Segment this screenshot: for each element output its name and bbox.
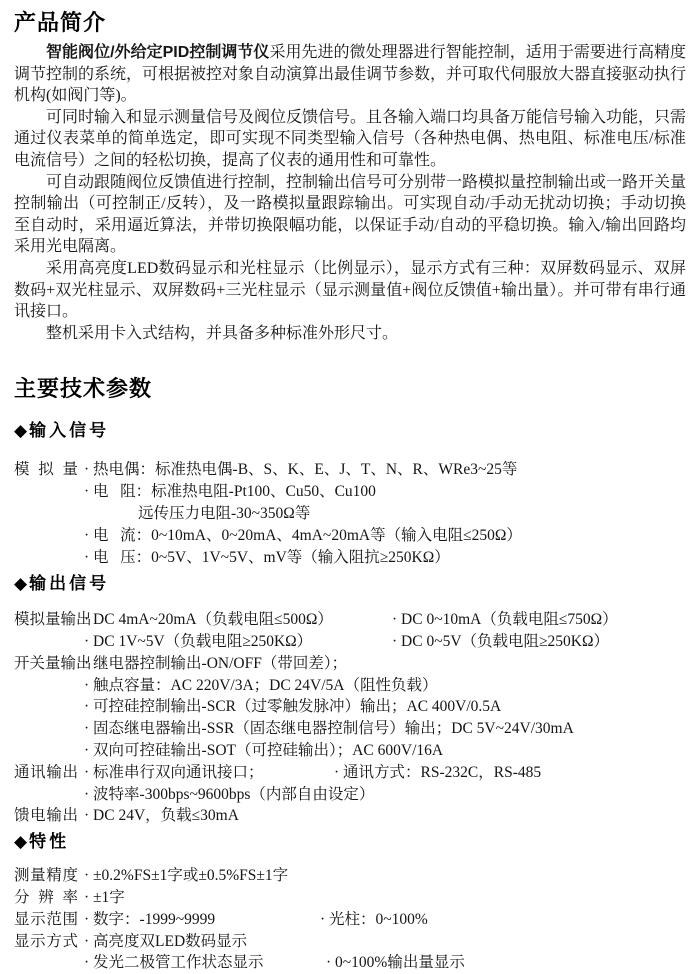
- spec-row: [14, 909, 686, 931]
- spec-row-label: 显示范围: [14, 910, 78, 928]
- spec-row-cell-2: · 0~100%输出量显示: [326, 954, 465, 972]
- spec-row-cell: · 发光二极管工作状态显示: [84, 954, 264, 972]
- paragraph-text: 采用先进的微处理器进行智能控制，适用于需要进行高精度调节控制的系统，可根据被控对象自动演算出最佳调节参数，并可取代伺服放大器直接驱动执行机构(如阀门等)。: [14, 44, 687, 105]
- spec-row: [14, 762, 686, 784]
- intro-paragraph: 可自动跟随阀位反馈值进行控制，控制输出信号可分别带一路模拟量控制输出或一路开关量控制输出（可控制正/反转），及一路模拟量跟踪输出。可实现自动/手动无扰动切换；手动切换至自动时，采用逼近算法，并带切换限幅功能，以保证手动/自动的平稳切换。输入/输出回路均采用光电隔离。: [14, 173, 687, 256]
- spec-row: [14, 696, 686, 718]
- spec-row-label: 模拟量输出: [14, 611, 92, 629]
- spec-row-cell: · 触点容量：AC 220V/3A；DC 24V/5A（阻性负载）: [84, 676, 438, 694]
- spec-row-label: 测量精度: [14, 867, 78, 885]
- spec-row-label: 通讯输出: [14, 763, 78, 781]
- section-heading-features: [14, 831, 686, 853]
- spec-row-cell: · 热电偶：标准热电偶-B、S、K、E、J、T、N、R、WRe3~25等: [84, 461, 518, 479]
- spec-row: [14, 784, 686, 806]
- spec-row-cell: · DC 24V，负载≤30mA: [84, 807, 239, 825]
- spec-row: [14, 503, 686, 525]
- intro-paragraph: 整机采用卡入式结构，并具备多种标准外形尺寸。: [46, 324, 399, 342]
- spec-row: [14, 675, 686, 697]
- input-signal-rows: [14, 459, 686, 568]
- section-title: 输出信号: [29, 574, 110, 594]
- spec-row: [14, 547, 686, 569]
- feature-rows: [14, 865, 686, 974]
- section-heading-output-signals: [14, 573, 686, 595]
- spec-row: [14, 459, 686, 481]
- spec-row: [14, 887, 686, 909]
- diamond-icon: ◆: [14, 574, 28, 594]
- section-title: 特性: [29, 832, 70, 852]
- spec-row-cell: · 数字：-1999~9999: [84, 910, 216, 928]
- spec-row-cell: · 可控硅控制输出-SCR（过零触发脉冲）输出；AC 400V/0.5A: [84, 698, 502, 716]
- spec-row: [14, 481, 686, 503]
- intro-paragraph: 可同时输入和显示测量信号及阀位反馈信号。且各输入端口均具备万能信号输入功能，只需通过仪表菜单的简单选定，即可实现不同类型输入信号（各种热电偶、热电阻、标准电压/标准电流信号）之间的轻松切换，提高了仪表的通用性和可靠性。: [14, 108, 687, 169]
- spec-row: [14, 653, 686, 675]
- section-heading-input-signals: [14, 420, 686, 442]
- spec-row-label: 馈电输出: [14, 807, 78, 825]
- intro-paragraph: [14, 42, 686, 107]
- spec-row: [14, 952, 686, 974]
- spec-row-cell: · ±1字: [84, 889, 125, 907]
- spec-row: [14, 805, 686, 827]
- spec-row-cell: · DC 4mA~20mA（负载电阻≤500Ω）: [84, 611, 333, 629]
- specs-title: 主要技术参数: [14, 376, 153, 402]
- spec-row-cell-2: · 通讯方式：RS-232C，RS-485: [334, 763, 542, 781]
- spec-row-cell: · 继电器控制输出-ON/OFF（带回差）；: [84, 654, 348, 672]
- spec-row: [14, 525, 686, 547]
- spec-row-cell: · DC 1V~5V（负载电阻≥250KΩ）: [84, 633, 313, 651]
- spec-row: [14, 740, 686, 762]
- spec-row: [14, 931, 686, 953]
- intro-paragraph: 采用高亮度LED数码显示和光柱显示（比例显示），显示方式有三种：双屏数码显示、双屏数码+双光柱显示、双屏数码+三光柱显示（显示测量值+阀位反馈值+输出量）。并可带有串行通讯接口。: [14, 259, 686, 321]
- spec-row-cell: · 固态继电器输出-SSR（固态继电器控制信号）输出；DC 5V~24V/30mA: [84, 720, 574, 738]
- spec-row: [14, 631, 686, 653]
- spec-row-cell-2: · 光柱：0~100%: [320, 910, 428, 928]
- spec-row-label: 分辨率: [14, 889, 78, 907]
- spec-row-cell: · 标准串行双向通讯接口；: [84, 763, 264, 781]
- intro-title: 产品简介: [14, 10, 107, 35]
- product-name-bold: 智能阀位/外给定PID控制调节仪: [46, 44, 270, 61]
- spec-row-cell-2: · DC 0~10mA（负载电阻≤750Ω）: [392, 611, 618, 629]
- spec-row-cell: 远传压力电阻-30~350Ω等: [138, 504, 311, 522]
- diamond-icon: ◆: [14, 421, 28, 441]
- spec-row-cell: · 电 流：0~10mA、0~20mA、4mA~20mA等（输入电阻≤250Ω）: [84, 526, 522, 544]
- spec-row-cell-2: · DC 0~5V（负载电阻≥250KΩ）: [392, 633, 609, 651]
- spec-row-cell: · 电 阻：标准热电阻-Pt100、Cu50、Cu100: [84, 483, 376, 501]
- spec-row-cell: · 高亮度双LED数码显示: [84, 932, 248, 950]
- output-signal-rows: [14, 609, 686, 827]
- spec-row-cell: · 波特率-300bps~9600bps（内部自由设定）: [84, 785, 375, 803]
- spec-row: [14, 865, 686, 887]
- spec-row-label: 显示方式: [14, 932, 78, 950]
- spec-row-cell: · 双向可控硅输出-SOT（可控硅输出）；AC 600V/16A: [84, 742, 444, 760]
- spec-row: [14, 609, 686, 631]
- spec-row-cell: · 电 压：0~5V、1V~5V、mV等（输入阻抗≥250KΩ）: [84, 548, 450, 566]
- spec-row-label: 开关量输出: [14, 654, 92, 672]
- spec-row-label: 模拟量: [14, 461, 78, 479]
- spec-row-cell: · ±0.2%FS±1字或±0.5%FS±1字: [84, 867, 289, 885]
- diamond-icon: ◆: [14, 832, 28, 852]
- spec-row: [14, 718, 686, 740]
- section-title: 输入信号: [29, 421, 110, 441]
